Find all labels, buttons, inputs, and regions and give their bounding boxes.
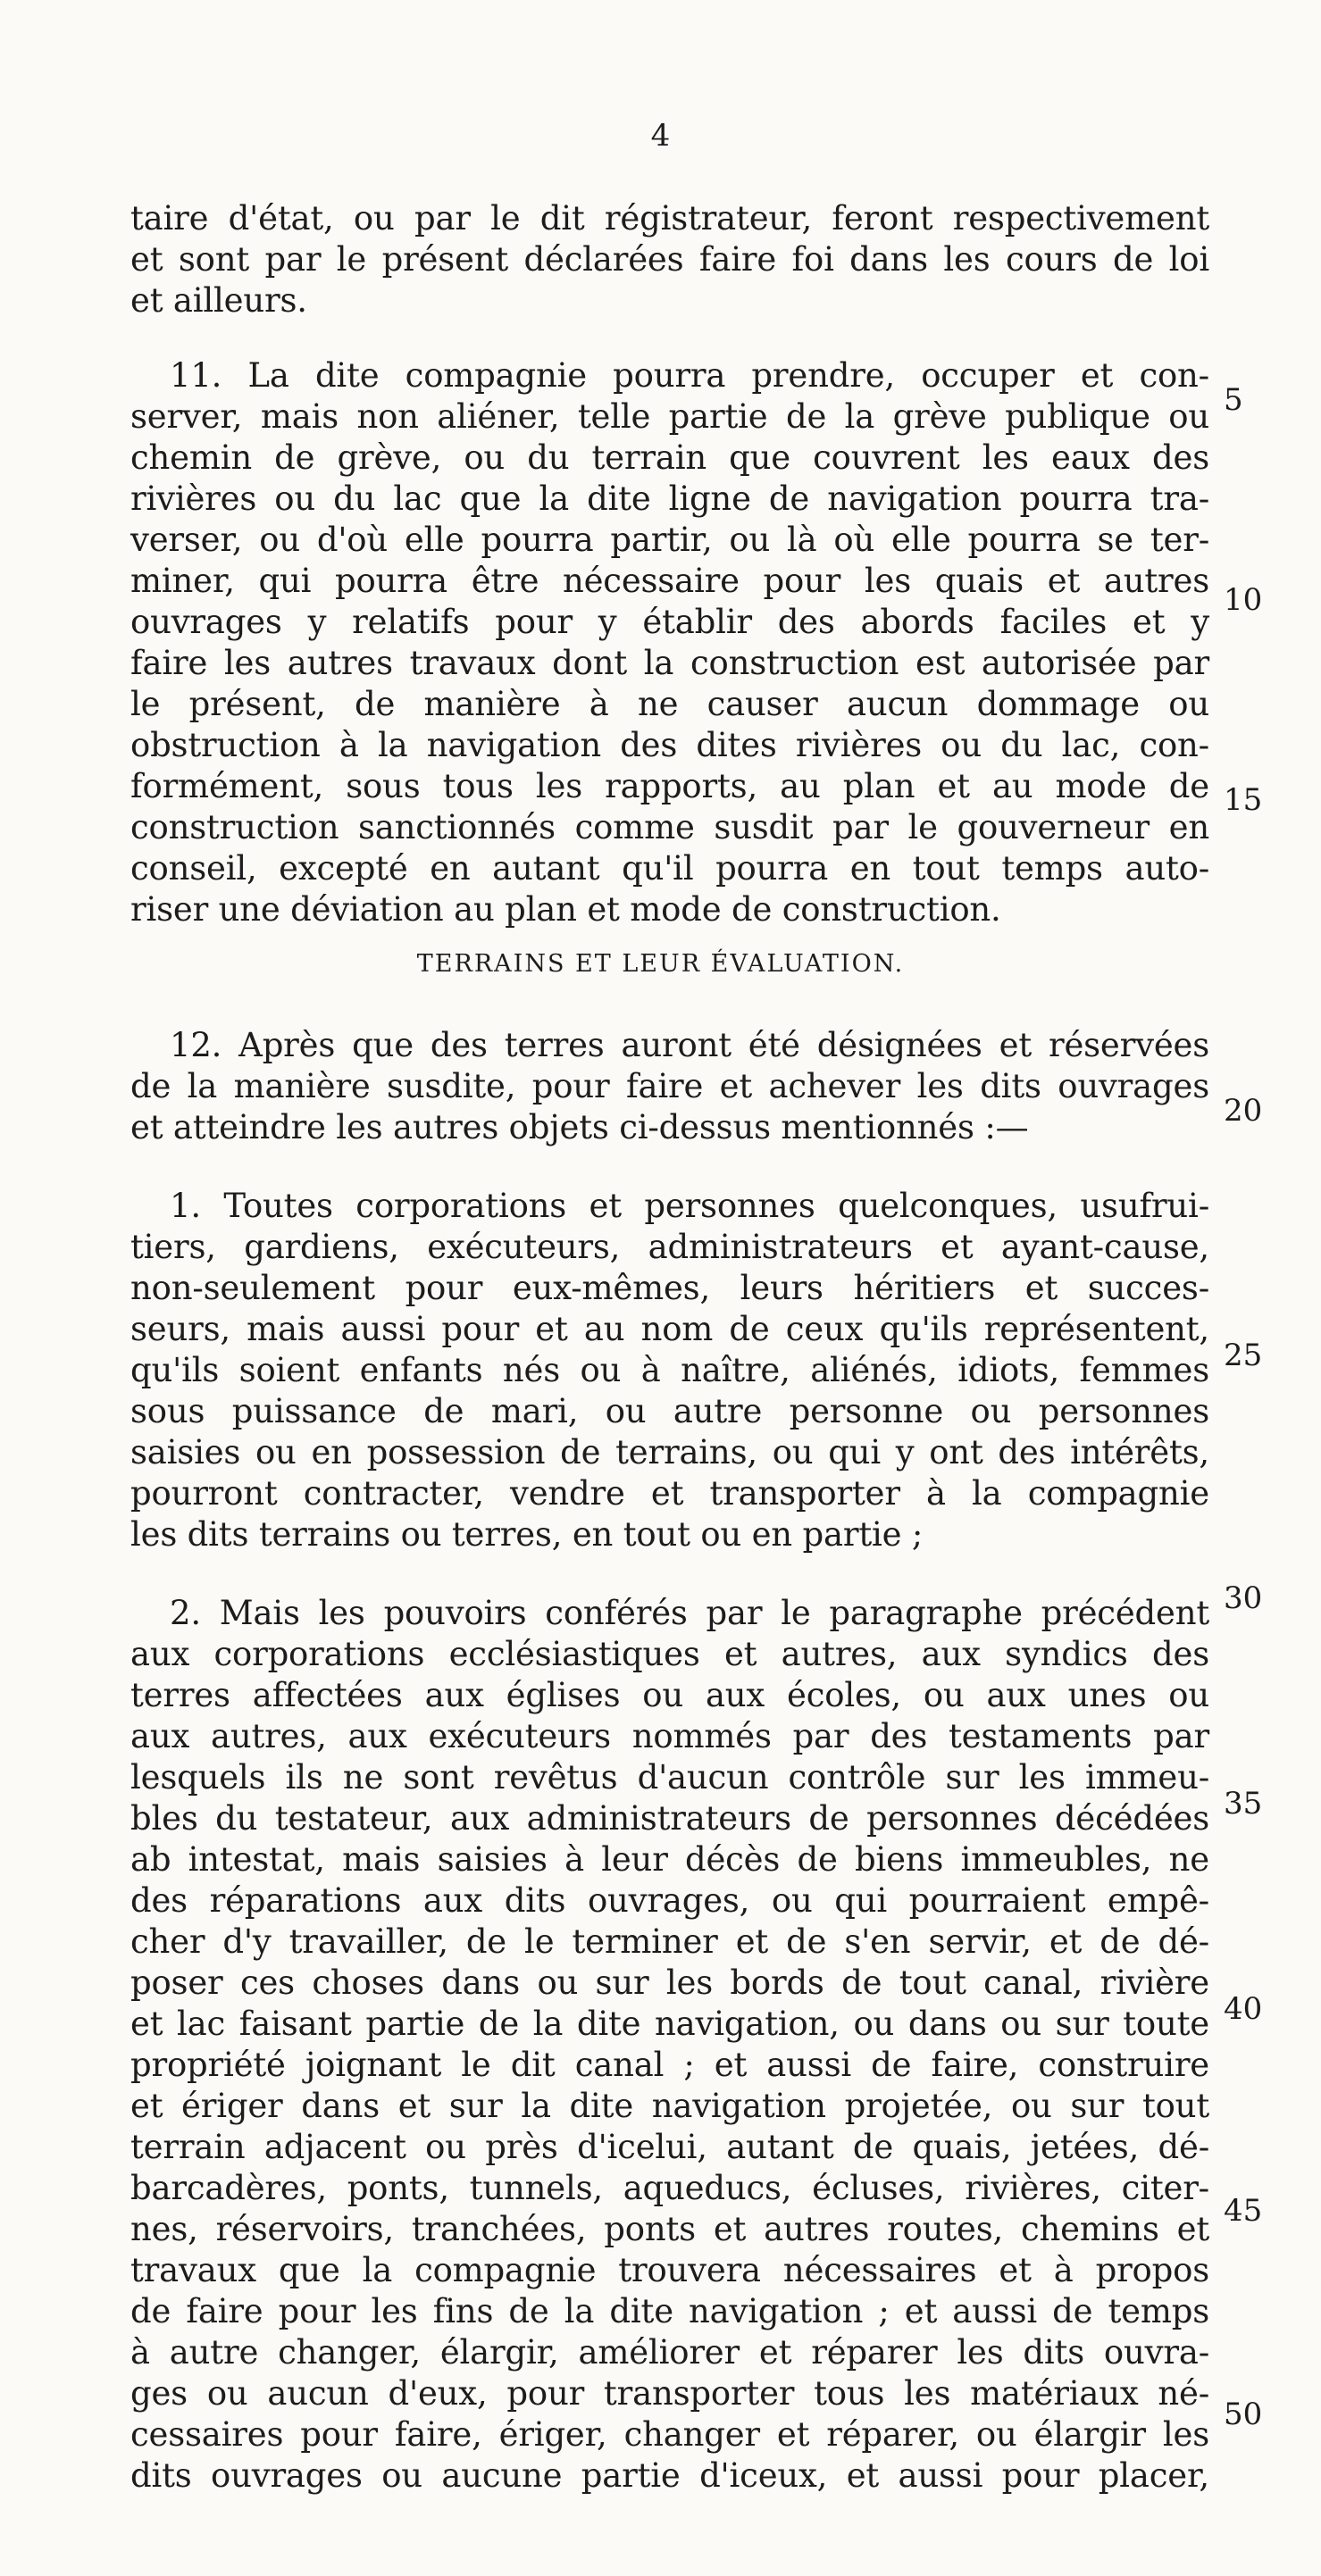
text-line: ab intestat, mais saisies à leur décès de biens immeubles, ne bbox=[130, 1840, 1209, 1879]
text-line: server, mais non aliéner, telle partie de la grève publique ou bbox=[130, 397, 1209, 436]
text-line: et ériger dans et sur la dite navigation projetée, ou sur tout bbox=[130, 2087, 1209, 2125]
text-line: chemin de grève, ou du terrain que couvrent les eaux des bbox=[130, 438, 1209, 477]
section-12-first-line: 12. Après que des terres auront été désignées et réservées bbox=[170, 1026, 1209, 1064]
text-line: sous puissance de mari, ou autre personne ou personnes bbox=[130, 1392, 1209, 1430]
margin-line-number: 5 bbox=[1224, 382, 1243, 418]
text-line: cessaires pour faire, ériger, changer et réparer, ou élargir les bbox=[130, 2415, 1209, 2454]
text-line: de faire pour les fins de la dite navigation ; et aussi de temps bbox=[130, 2292, 1209, 2330]
text-line: verser, ou d'où elle pourra partir, ou là où elle pourra se ter- bbox=[130, 521, 1209, 559]
text-line: rivières ou du lac que la dite ligne de navigation pourra tra- bbox=[130, 479, 1209, 518]
text-line: seurs, mais aussi pour et au nom de ceux qu'ils représentent, bbox=[130, 1310, 1209, 1348]
section-heading: TERRAINS ET LEUR ÉVALUATION. bbox=[416, 950, 905, 978]
text-line: saisies ou en possession de terrains, ou qui y ont des intérêts, bbox=[130, 1433, 1209, 1471]
margin-line-number: 50 bbox=[1224, 2397, 1263, 2432]
text-line: des réparations aux dits ouvrages, ou qui pourraient empê- bbox=[130, 1881, 1209, 1920]
text-line: et sont par le présent déclarées faire foi dans les cours de loi bbox=[130, 240, 1209, 279]
margin-line-number: 40 bbox=[1224, 1991, 1263, 2027]
text-line: et atteindre les autres objets ci-dessus mentionnés :— bbox=[130, 1108, 1029, 1146]
text-line: miner, qui pourra être nécessaire pour les quais et autres bbox=[130, 562, 1209, 600]
subparagraph-1-first-line: 1. Toutes corporations et personnes quelconques, usufrui- bbox=[170, 1187, 1209, 1225]
text-line: formément, sous tous les rapports, au plan et au mode de bbox=[130, 767, 1209, 805]
text-line: non-seulement pour eux-mêmes, leurs héritiers et succes- bbox=[130, 1269, 1209, 1307]
margin-line-number: 25 bbox=[1224, 1338, 1263, 1373]
margin-line-number: 15 bbox=[1224, 782, 1263, 818]
text-line: aux corporations ecclésiastiques et autres, aux syndics des bbox=[130, 1635, 1209, 1673]
text-line: barcadères, ponts, tunnels, aqueducs, écluses, rivières, citer- bbox=[130, 2169, 1209, 2207]
margin-line-number: 30 bbox=[1224, 1580, 1263, 1616]
text-line: ges ou aucun d'eux, pour transporter tous les matériaux né- bbox=[130, 2374, 1209, 2413]
text-line: nes, réservoirs, tranchées, ponts et autres routes, chemins et bbox=[130, 2210, 1209, 2248]
text-line: bles du testateur, aux administrateurs de personnes décédées bbox=[130, 1799, 1209, 1838]
text-line: pourront contracter, vendre et transporter à la compagnie bbox=[130, 1474, 1209, 1513]
text-line: cher d'y travailler, de le terminer et de s'en servir, et de dé- bbox=[130, 1922, 1209, 1961]
text-line: poser ces choses dans ou sur les bords de tout canal, rivière bbox=[130, 1963, 1209, 2002]
text-line: travaux que la compagnie trouvera nécessaires et à propos bbox=[130, 2251, 1209, 2289]
subparagraph-2-first-line: 2. Mais les pouvoirs conférés par le paragraphe précédent bbox=[170, 1594, 1209, 1632]
text-line: terrain adjacent ou près d'icelui, autant de quais, jetées, dé- bbox=[130, 2128, 1209, 2166]
text-line: riser une déviation au plan et mode de construction. bbox=[130, 890, 1001, 929]
text-line: qu'ils soient enfants nés ou à naître, aliénés, idiots, femmes bbox=[130, 1351, 1209, 1389]
text-line: aux autres, aux exécuteurs nommés par des testaments par bbox=[130, 1717, 1209, 1755]
text-line: à autre changer, élargir, améliorer et réparer les dits ouvra- bbox=[130, 2333, 1209, 2372]
text-line: taire d'état, ou par le dit régistrateur, feront respectivement bbox=[130, 199, 1209, 238]
text-line: propriété joignant le dit canal ; et aussi de faire, construire bbox=[130, 2046, 1209, 2084]
text-line: tiers, gardiens, exécuteurs, administrateurs et ayant-cause, bbox=[130, 1228, 1209, 1266]
text-line: les dits terrains ou terres, en tout ou en partie ; bbox=[130, 1515, 924, 1554]
text-line: dits ouvrages ou aucune partie d'iceux, et aussi pour placer, bbox=[130, 2456, 1209, 2495]
text-line: construction sanctionnés comme susdit par le gouverneur en bbox=[130, 808, 1209, 846]
page-number: 4 bbox=[650, 118, 671, 154]
margin-line-number: 45 bbox=[1224, 2193, 1263, 2229]
section-11-first-line: 11. La dite compagnie pourra prendre, occuper et con- bbox=[170, 356, 1209, 395]
text-line: conseil, excepté en autant qu'il pourra en tout temps auto- bbox=[130, 849, 1209, 888]
text-line: lesquels ils ne sont revêtus d'aucun contrôle sur les immeu- bbox=[130, 1758, 1209, 1797]
text-line: obstruction à la navigation des dites rivières ou du lac, con- bbox=[130, 726, 1209, 764]
text-line: de la manière susdite, pour faire et achever les dits ouvrages bbox=[130, 1067, 1209, 1105]
margin-line-number: 10 bbox=[1224, 582, 1263, 618]
text-line: ouvrages y relatifs pour y établir des abords faciles et y bbox=[130, 603, 1209, 641]
text-line: terres affectées aux églises ou aux écoles, ou aux unes ou bbox=[130, 1676, 1209, 1714]
text-line: et lac faisant partie de la dite navigation, ou dans ou sur toute bbox=[130, 2005, 1209, 2043]
margin-line-number: 20 bbox=[1224, 1093, 1263, 1129]
text-line: faire les autres travaux dont la construction est autorisée par bbox=[130, 644, 1209, 682]
text-line: et ailleurs. bbox=[130, 281, 307, 320]
margin-line-number: 35 bbox=[1224, 1786, 1263, 1822]
text-line: le présent, de manière à ne causer aucun dommage ou bbox=[130, 685, 1209, 723]
